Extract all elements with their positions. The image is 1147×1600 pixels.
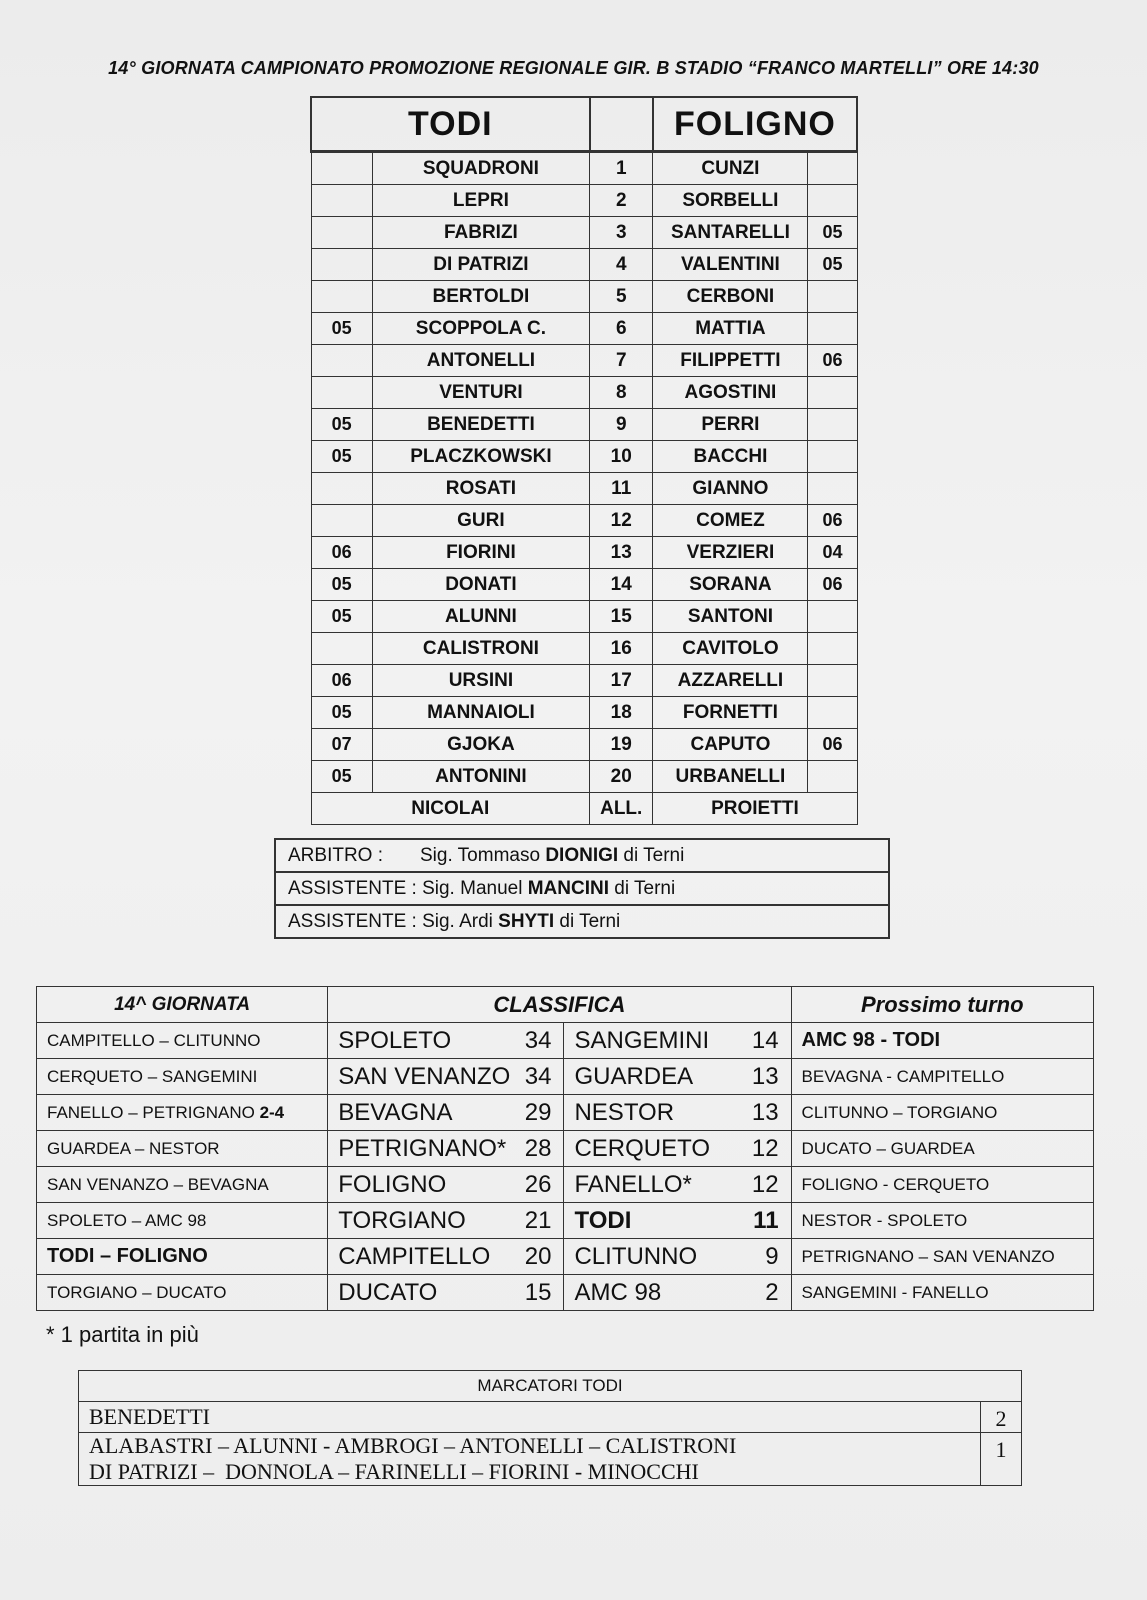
- away-player: SORBELLI: [653, 185, 808, 217]
- home-player: ANTONELLI: [372, 345, 589, 377]
- team-points: 12: [751, 1134, 779, 1162]
- scorers-header-row: [79, 1371, 1022, 1402]
- home-vote: 05: [311, 697, 372, 729]
- lineup-row: [311, 217, 857, 249]
- away-player: AZZARELLI: [653, 665, 808, 697]
- lineup-row: [311, 697, 857, 729]
- official-row: [275, 839, 889, 872]
- scorer-line: ALABASTRI – ALUNNI - AMBROGI – ANTONELLI – CALISTRONI: [89, 1433, 737, 1458]
- shirt-number: 15: [590, 601, 653, 633]
- official-row: [275, 872, 889, 905]
- classifica-entry: [328, 1027, 563, 1055]
- away-coach: PROIETTI: [653, 793, 857, 825]
- team-points: 26: [524, 1170, 552, 1198]
- shirt-number: 8: [590, 377, 653, 409]
- away-vote: 06: [808, 569, 857, 601]
- team-name: FOLIGNO: [338, 1170, 447, 1198]
- scorer-names: [79, 1433, 981, 1486]
- lineup-row: [311, 281, 857, 313]
- home-coach: NICOLAI: [311, 793, 590, 825]
- home-player: URSINI: [372, 665, 589, 697]
- shirt-number: 18: [590, 697, 653, 729]
- away-vote: [808, 697, 857, 729]
- away-player: CAVITOLO: [653, 633, 808, 665]
- lineup-row: [311, 249, 857, 281]
- match-pair: TODI – FOLIGNO: [47, 1245, 208, 1267]
- away-vote: [808, 601, 857, 633]
- team-name: CERQUETO: [574, 1134, 711, 1162]
- classifica-entry: [328, 1135, 563, 1163]
- away-player: PERRI: [653, 409, 808, 441]
- match-result: [37, 1275, 328, 1311]
- official-city: di Terni: [618, 844, 685, 866]
- coach-label: ALL.: [590, 793, 653, 825]
- home-player: GJOKA: [372, 729, 589, 761]
- classifica-entry: [564, 1099, 790, 1127]
- lineup-row: [311, 665, 857, 697]
- team-name: CAMPITELLO: [338, 1242, 491, 1270]
- shirt-number: 13: [590, 537, 653, 569]
- away-vote: 06: [808, 729, 857, 761]
- away-player: VERZIERI: [653, 537, 808, 569]
- home-vote: [311, 377, 372, 409]
- away-vote: [808, 473, 857, 505]
- home-player: BERTOLDI: [372, 281, 589, 313]
- classifica-cell: [328, 1167, 564, 1203]
- lineup-row: [311, 569, 857, 601]
- team-points: 13: [751, 1098, 779, 1126]
- scorers-title: MARCATORI TODI: [79, 1371, 1022, 1402]
- home-player: FABRIZI: [372, 217, 589, 249]
- team-points: 34: [524, 1062, 552, 1090]
- away-vote: [808, 152, 857, 185]
- home-player: SQUADRONI: [372, 152, 589, 185]
- lineup-row: [311, 152, 857, 185]
- team-name: PETRIGNANO*: [338, 1134, 507, 1162]
- home-vote: 05: [311, 761, 372, 793]
- lineup-row: [311, 761, 857, 793]
- lineup-row: [311, 313, 857, 345]
- next-match: SANGEMINI - FANELLO: [791, 1275, 1093, 1311]
- next-match: AMC 98 - TODI: [791, 1023, 1093, 1059]
- official-first-name: Sig. Ardi: [422, 910, 499, 932]
- match-header: 14° GIORNATA CAMPIONATO PROMOZIONE REGIONALE GIR. B STADIO “FRANCO MARTELLI” ORE 14:30: [108, 58, 1039, 78]
- classifica-cell: [564, 1023, 791, 1059]
- match-pair: CERQUETO – SANGEMINI: [47, 1066, 258, 1086]
- shirt-number: 7: [590, 345, 653, 377]
- match-pair: CAMPITELLO – CLITUNNO: [47, 1030, 261, 1050]
- official-city: di Terni: [609, 877, 676, 899]
- match-result: [37, 1167, 328, 1203]
- standings-table: [36, 986, 1094, 1311]
- shirt-number: 3: [590, 217, 653, 249]
- away-player: CAPUTO: [653, 729, 808, 761]
- home-vote: 05: [311, 601, 372, 633]
- lineup-row: [311, 729, 857, 761]
- away-vote: 05: [808, 217, 857, 249]
- home-player: ROSATI: [372, 473, 589, 505]
- shirt-number: 1: [590, 152, 653, 185]
- scorers-table: [78, 1370, 1022, 1486]
- shirt-number: 4: [590, 249, 653, 281]
- home-player: ALUNNI: [372, 601, 589, 633]
- team-header-row: [311, 97, 857, 152]
- team-name: SAN VENANZO: [338, 1062, 511, 1090]
- classifica-cell: [328, 1275, 564, 1311]
- lineup-row: [311, 601, 857, 633]
- classifica-entry: [564, 1207, 790, 1235]
- official-first-name: Sig. Tommaso: [420, 844, 546, 866]
- team-name: TODI: [574, 1206, 632, 1234]
- shirt-number: 10: [590, 441, 653, 473]
- team-name: CLITUNNO: [574, 1242, 698, 1270]
- home-player: CALISTRONI: [372, 633, 589, 665]
- home-player: DONATI: [372, 569, 589, 601]
- away-player: SORANA: [653, 569, 808, 601]
- home-player: SCOPPOLA C.: [372, 313, 589, 345]
- classifica-cell: [564, 1239, 791, 1275]
- team-name: GUARDEA: [574, 1062, 694, 1090]
- shirt-number: 9: [590, 409, 653, 441]
- away-player: SANTONI: [653, 601, 808, 633]
- match-pair: GUARDEA – NESTOR: [47, 1138, 220, 1158]
- away-player: AGOSTINI: [653, 377, 808, 409]
- shirt-number: 17: [590, 665, 653, 697]
- classifica-cell: [564, 1167, 791, 1203]
- classifica-cell: [328, 1023, 564, 1059]
- official-first-name: Sig. Manuel: [422, 877, 528, 899]
- home-vote: [311, 249, 372, 281]
- home-player: DI PATRIZI: [372, 249, 589, 281]
- standings-header-row: [37, 987, 1094, 1023]
- footnote: * 1 partita in più: [46, 1322, 199, 1347]
- away-player: COMEZ: [653, 505, 808, 537]
- team-name: AMC 98: [574, 1278, 662, 1306]
- official-role: ARBITRO :: [288, 844, 384, 866]
- lineup-row: [311, 505, 857, 537]
- official-cell: [275, 905, 889, 938]
- match-score: 2-4: [259, 1102, 285, 1122]
- officials-table: [274, 838, 890, 939]
- classifica-header: CLASSIFICA: [328, 987, 791, 1023]
- lineup-row: [311, 409, 857, 441]
- home-vote: [311, 345, 372, 377]
- next-round-header: Prossimo turno: [791, 987, 1093, 1023]
- team-points: 21: [524, 1206, 552, 1234]
- official-role: ASSISTENTE :: [288, 877, 423, 899]
- scorer-line: DI PATRIZI – DONNOLA – FARINELLI – FIORINI - MINOCCHI: [89, 1459, 699, 1484]
- team-points: 29: [524, 1098, 552, 1126]
- goal-count: 1: [981, 1433, 1022, 1486]
- away-vote: [808, 633, 857, 665]
- team-name: SPOLETO: [338, 1026, 452, 1054]
- shirt-number: 11: [590, 473, 653, 505]
- match-pair: SAN VENANZO – BEVAGNA: [47, 1174, 269, 1194]
- away-vote: 04: [808, 537, 857, 569]
- away-vote: 05: [808, 249, 857, 281]
- classifica-cell: [564, 1059, 791, 1095]
- scorers-row: [79, 1433, 1022, 1486]
- classifica-entry: [328, 1279, 563, 1307]
- home-player: GURI: [372, 505, 589, 537]
- standings-row: [37, 1203, 1094, 1239]
- away-player: BACCHI: [653, 441, 808, 473]
- classifica-cell: [328, 1059, 564, 1095]
- away-player: GIANNO: [653, 473, 808, 505]
- classifica-cell: [564, 1131, 791, 1167]
- away-team-name: FOLIGNO: [653, 97, 857, 152]
- classifica-entry: [564, 1171, 790, 1199]
- home-player: BENEDETTI: [372, 409, 589, 441]
- away-player: FORNETTI: [653, 697, 808, 729]
- standings-row: [37, 1095, 1094, 1131]
- classifica-entry: [328, 1099, 563, 1127]
- home-vote: 06: [311, 665, 372, 697]
- match-pair: FANELLO – PETRIGNANO: [47, 1102, 260, 1122]
- shirt-number: 6: [590, 313, 653, 345]
- home-vote: 05: [311, 441, 372, 473]
- away-player: MATTIA: [653, 313, 808, 345]
- away-vote: [808, 409, 857, 441]
- away-vote: 06: [808, 345, 857, 377]
- official-surname: DIONIGI: [545, 844, 619, 866]
- coaches-row: [311, 793, 857, 825]
- shirt-number: 20: [590, 761, 653, 793]
- team-points: 34: [524, 1026, 552, 1054]
- standings-row: [37, 1131, 1094, 1167]
- scorers-row: [79, 1402, 1022, 1433]
- standings-row: [37, 1167, 1094, 1203]
- classifica-entry: [564, 1063, 790, 1091]
- match-result: [37, 1059, 328, 1095]
- away-vote: [808, 281, 857, 313]
- classifica-cell: [328, 1203, 564, 1239]
- shirt-number: 2: [590, 185, 653, 217]
- next-match: DUCATO – GUARDEA: [791, 1131, 1093, 1167]
- home-player: PLACZKOWSKI: [372, 441, 589, 473]
- match-pair: TORGIANO – DUCATO: [47, 1282, 227, 1302]
- results-header: 14^ GIORNATA: [37, 987, 328, 1023]
- shirt-number: 14: [590, 569, 653, 601]
- shirt-number: 19: [590, 729, 653, 761]
- away-vote: [808, 441, 857, 473]
- team-name: FANELLO*: [574, 1170, 692, 1198]
- next-match: NESTOR - SPOLETO: [791, 1203, 1093, 1239]
- home-team-name: TODI: [311, 97, 590, 152]
- team-points: 2: [765, 1278, 779, 1306]
- team-name: NESTOR: [574, 1098, 675, 1126]
- home-vote: 07: [311, 729, 372, 761]
- standings-row: [37, 1023, 1094, 1059]
- official-city: di Terni: [554, 910, 621, 932]
- lineup-row: [311, 377, 857, 409]
- shirt-number: 16: [590, 633, 653, 665]
- classifica-entry: [328, 1171, 563, 1199]
- away-vote: [808, 313, 857, 345]
- classifica-cell: [328, 1239, 564, 1275]
- classifica-entry: [564, 1243, 790, 1271]
- classifica-entry: [328, 1063, 563, 1091]
- away-player: CERBONI: [653, 281, 808, 313]
- team-points: 28: [524, 1134, 552, 1162]
- team-header-spacer: [590, 97, 653, 152]
- home-vote: [311, 505, 372, 537]
- home-vote: [311, 473, 372, 505]
- shirt-number: 12: [590, 505, 653, 537]
- team-points: 15: [524, 1278, 552, 1306]
- home-vote: 05: [311, 409, 372, 441]
- standings-row: [37, 1275, 1094, 1311]
- official-cell: [275, 839, 889, 872]
- lineup-row: [311, 473, 857, 505]
- away-vote: [808, 665, 857, 697]
- lineup-row: [311, 633, 857, 665]
- official-surname: MANCINI: [527, 877, 609, 899]
- away-player: CUNZI: [653, 152, 808, 185]
- classifica-entry: [564, 1135, 790, 1163]
- match-pair: SPOLETO – AMC 98: [47, 1210, 207, 1230]
- lineup-table: [310, 96, 858, 825]
- lineup-row: [311, 345, 857, 377]
- official-cell: [275, 872, 889, 905]
- classifica-entry: [564, 1027, 790, 1055]
- away-player: FILIPPETTI: [653, 345, 808, 377]
- team-name: BEVAGNA: [338, 1098, 453, 1126]
- home-vote: [311, 281, 372, 313]
- classifica-entry: [328, 1243, 563, 1271]
- team-points: 14: [751, 1026, 779, 1054]
- home-player: FIORINI: [372, 537, 589, 569]
- next-match: FOLIGNO - CERQUETO: [791, 1167, 1093, 1203]
- official-surname: SHYTI: [498, 910, 555, 932]
- standings-row: [37, 1059, 1094, 1095]
- next-match: BEVAGNA - CAMPITELLO: [791, 1059, 1093, 1095]
- home-vote: 05: [311, 313, 372, 345]
- classifica-entry: [564, 1279, 790, 1307]
- home-vote: [311, 217, 372, 249]
- lineup-row: [311, 441, 857, 473]
- classifica-entry: [328, 1207, 563, 1235]
- away-vote: [808, 761, 857, 793]
- next-match: CLITUNNO – TORGIANO: [791, 1095, 1093, 1131]
- classifica-cell: [328, 1095, 564, 1131]
- scorer-line: BENEDETTI: [89, 1404, 210, 1429]
- away-player: VALENTINI: [653, 249, 808, 281]
- official-row: [275, 905, 889, 938]
- next-match: PETRIGNANO – SAN VENANZO: [791, 1239, 1093, 1275]
- home-vote: 05: [311, 569, 372, 601]
- match-result: [37, 1131, 328, 1167]
- home-vote: [311, 633, 372, 665]
- team-name: TORGIANO: [338, 1206, 466, 1234]
- match-result: [37, 1203, 328, 1239]
- team-name: DUCATO: [338, 1278, 438, 1306]
- team-name: SANGEMINI: [574, 1026, 710, 1054]
- official-role: ASSISTENTE :: [288, 910, 423, 932]
- team-points: 9: [765, 1242, 779, 1270]
- match-result: [37, 1023, 328, 1059]
- home-vote: [311, 152, 372, 185]
- classifica-cell: [564, 1275, 791, 1311]
- lineup-row: [311, 537, 857, 569]
- shirt-number: 5: [590, 281, 653, 313]
- team-points: 11: [753, 1206, 779, 1234]
- home-player: ANTONINI: [372, 761, 589, 793]
- scorer-names: [79, 1402, 981, 1433]
- classifica-cell: [564, 1203, 791, 1239]
- home-player: LEPRI: [372, 185, 589, 217]
- away-vote: [808, 377, 857, 409]
- standings-row: [37, 1239, 1094, 1275]
- away-player: URBANELLI: [653, 761, 808, 793]
- goal-count: 2: [981, 1402, 1022, 1433]
- team-points: 12: [751, 1170, 779, 1198]
- away-player: SANTARELLI: [653, 217, 808, 249]
- team-points: 13: [751, 1062, 779, 1090]
- home-vote: [311, 185, 372, 217]
- match-result: [37, 1239, 328, 1275]
- home-player: VENTURI: [372, 377, 589, 409]
- home-player: MANNAIOLI: [372, 697, 589, 729]
- home-vote: 06: [311, 537, 372, 569]
- classifica-cell: [564, 1095, 791, 1131]
- away-vote: [808, 185, 857, 217]
- away-vote: 06: [808, 505, 857, 537]
- match-result: [37, 1095, 328, 1131]
- team-points: 20: [524, 1242, 552, 1270]
- lineup-row: [311, 185, 857, 217]
- classifica-cell: [328, 1131, 564, 1167]
